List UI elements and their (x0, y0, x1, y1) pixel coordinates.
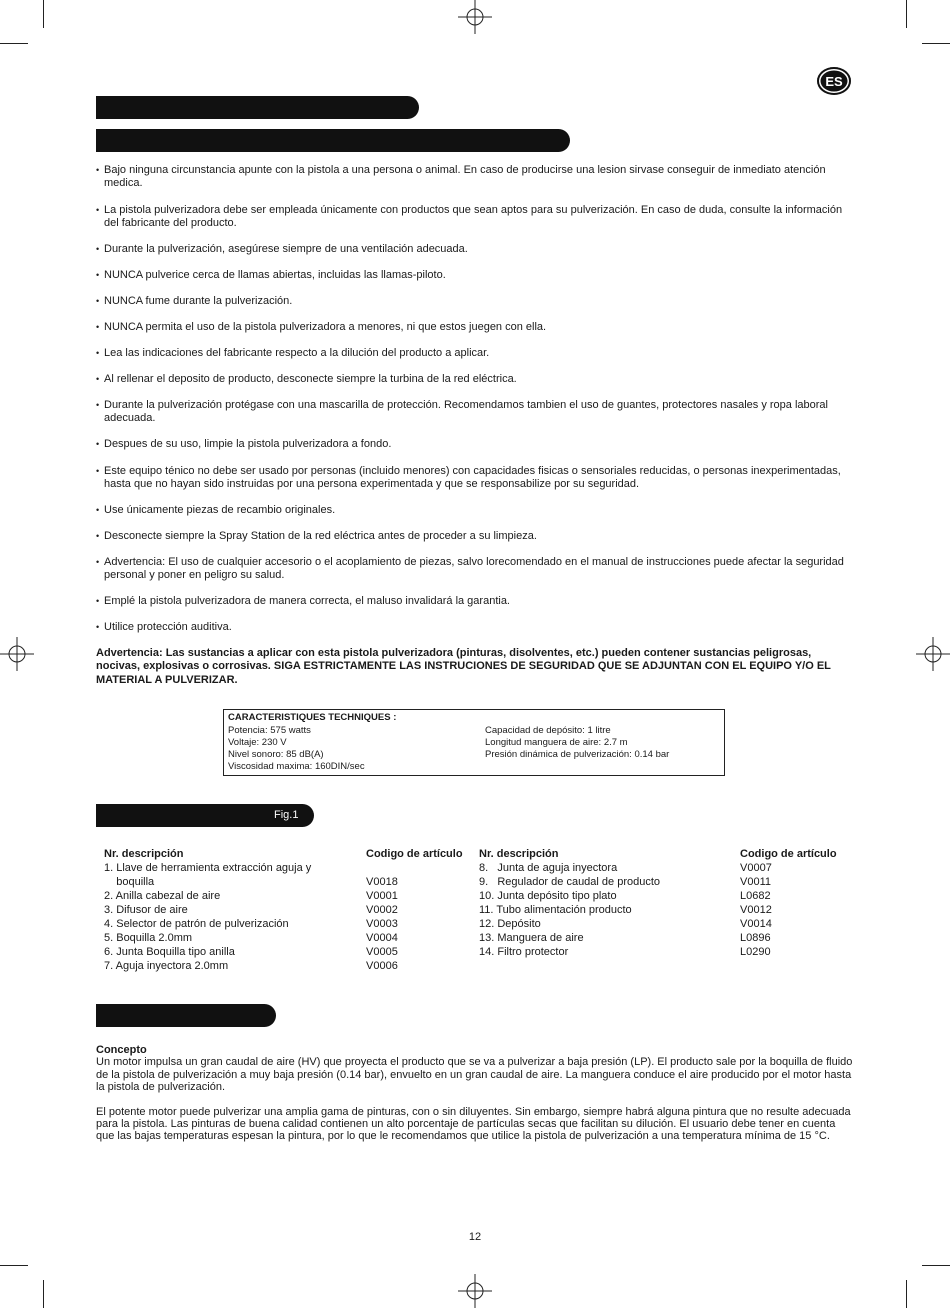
list-item (479, 889, 849, 903)
part-code: V0006 (366, 960, 398, 972)
list-item: • Bajo ninguna circunstancia apunte con la pistola a una persona o animal. En caso de producirse una lesion sirvase conseguir de inmediato atención medica. (96, 164, 846, 191)
technical-specs-box (223, 709, 725, 776)
spec-item: Potencia: 575 watts (228, 725, 311, 736)
figure-label-bar (96, 804, 314, 827)
list-item: • Desconecte siempre la Spray Station de la red eléctrica antes de proceder a su limpieza. (96, 530, 846, 543)
spec-item: Viscosidad maxima: 160DIN/sec (228, 761, 365, 772)
part-code: V0005 (366, 946, 398, 958)
page-number: 12 (468, 1231, 482, 1243)
spec-item: Presión dinámica de pulverización: 0.14 bar (485, 749, 670, 760)
part-code: V0011 (740, 876, 771, 888)
part-code: V0002 (366, 904, 398, 916)
list-item: • Advertencia: El uso de cualquier accesorio o el acoplamiento de piezas, salvo lorecomendado en el manual de instrucciones puede afectar la seguridad personal y poner en peligro su salud. (96, 556, 846, 583)
part-description: 8. Junta de aguja inyectora (479, 862, 618, 874)
section-title: Concepto (96, 1044, 147, 1056)
crop-mark (43, 0, 44, 28)
part-code: V0012 (740, 904, 772, 916)
part-code: L0290 (740, 946, 771, 958)
list-item: • NUNCA fume durante la pulverización. (96, 295, 846, 308)
crop-mark (922, 43, 950, 44)
section-header-bar (96, 96, 419, 119)
parts-list-right (479, 847, 849, 959)
part-description: 6. Junta Boquilla tipo anilla (104, 946, 235, 958)
section-header-bar (96, 129, 570, 152)
part-description: boquilla (104, 876, 155, 888)
list-item: • Emplé la pistola pulverizadora de manera correcta, el maluso invalidará la garantia. (96, 595, 846, 608)
parts-header (479, 847, 849, 861)
list-item (479, 903, 849, 917)
list-item (479, 945, 849, 959)
spec-item: Voltaje: 230 V (228, 737, 287, 748)
part-code: V0004 (366, 932, 398, 944)
part-description: 9. Regulador de caudal de producto (479, 876, 661, 888)
list-item: • Este equipo ténico no debe ser usado por personas (incluido menores) con capacidades fisicas o sensoriales reducidas, o personas inexperimentadas, hasta que no hayan sido instruidas por una persona experimentada y que se responsabilize por su seguridad. (96, 465, 846, 492)
list-item: • Utilice protección auditiva. (96, 621, 846, 634)
list-item (104, 861, 474, 875)
crop-mark (0, 43, 28, 44)
part-code: V0003 (366, 918, 398, 930)
part-description: 5. Boquilla 2.0mm (104, 932, 193, 944)
crop-mark (43, 1280, 44, 1308)
warning-paragraph: Advertencia: Las sustancias a aplicar con esta pistola pulverizadora (pinturas, disolventes, etc.) pueden contener sustancias peligrosas, nocivas, explosivas o corrosivas. SIGA ESTRICTAMENTE LAS INSTRUCIONES DE SEGURIDAD QUE SE ADJUNTAN CON EL EQUIPO Y/O EL MATERIAL A PULVERIZAR. (96, 647, 831, 686)
part-description: 13. Manguera de aire (479, 932, 584, 944)
part-code: L0896 (740, 932, 771, 944)
list-item (104, 875, 474, 889)
registration-mark-icon (458, 1274, 492, 1308)
list-item (479, 861, 849, 875)
list-item: • NUNCA permita el uso de la pistola pulverizadora a menores, ni que estos juegen con ella. (96, 321, 846, 334)
part-description: 7. Aguja inyectora 2.0mm (104, 960, 229, 972)
crop-mark (906, 1280, 907, 1308)
part-description: 10. Junta depósito tipo plato (479, 890, 617, 902)
crop-mark (0, 1265, 28, 1266)
part-description: 3. Difusor de aire (104, 904, 188, 916)
figure-label: Fig.1 (274, 809, 299, 821)
paragraph: El potente motor puede pulverizar una amplia gama de pinturas, con o sin diluyentes. Sin embargo, siempre habrá alguna pintura que no resulte adecuada para la pistola. Las pinturas de buena calidad contienen un alto porcentaje de partículas secas que facilitan su dilución. El usuario debe tener en cuenta que las bajas temperaturas espesan la pintura, por lo que le recomendamos que utilice la pistola de pulverización a una temperatura mínima de 15 °C. (96, 1105, 851, 1143)
part-code: V0018 (366, 876, 398, 888)
spec-item: Longitud manguera de aire: 2.7 m (485, 737, 628, 748)
crop-mark (922, 1265, 950, 1266)
parts-list-left (104, 847, 474, 973)
list-item: • Lea las indicaciones del fabricante respecto a la dilución del producto a aplicar. (96, 347, 846, 360)
list-item (104, 931, 474, 945)
part-description: 1. Llave de herramienta extracción aguja y (104, 862, 312, 874)
description-header: Nr. descripción (479, 848, 559, 860)
list-item (479, 931, 849, 945)
specs-title: CARACTERISTIQUES TECHNIQUES : (228, 712, 397, 723)
list-item (104, 903, 474, 917)
part-code: V0001 (366, 890, 398, 902)
part-description: 2. Anilla cabezal de aire (104, 890, 221, 902)
list-item (104, 945, 474, 959)
list-item: • Durante la pulverización protégase con una mascarilla de protección. Recomendamos tambien el uso de guantes, protectores nasales y ropa laboral adecuada. (96, 399, 846, 426)
registration-mark-icon (916, 637, 950, 671)
list-item: • Despues de su uso, limpie la pistola pulverizadora a fondo. (96, 438, 846, 451)
list-item (479, 875, 849, 889)
list-item (104, 889, 474, 903)
description-header: Nr. descripción (104, 848, 184, 860)
list-item: • NUNCA pulverice cerca de llamas abiertas, incluidas las llamas-piloto. (96, 269, 846, 282)
spec-item: Capacidad de depósito: 1 litre (485, 725, 611, 736)
part-description: 4. Selector de patrón de pulverización (104, 918, 289, 930)
list-item: • Durante la pulverización, asegúrese siempre de una ventilación adecuada. (96, 243, 846, 256)
section-header-bar (96, 1004, 276, 1027)
paragraph: Un motor impulsa un gran caudal de aire (HV) que proyecta el producto que se va a pulverizar a baja presión (LP). El producto sale por la boquilla de fluido de la pistola de pulverización a muy baja presión (0.14 bar), envuelto en un gran caudal de aire. La manguera conduce el aire producido por el motor hasta la pistola de pulverización. (96, 1056, 853, 1094)
part-code: L0682 (740, 890, 771, 902)
language-badge: ES (817, 67, 851, 95)
crop-mark (906, 0, 907, 28)
part-description: 12. Depósito (479, 918, 541, 930)
list-item (104, 959, 474, 973)
parts-header (104, 847, 474, 861)
list-item (479, 917, 849, 931)
list-item (104, 917, 474, 931)
part-code: V0007 (740, 862, 772, 874)
code-header: Codigo de artículo (366, 848, 463, 860)
code-header: Codigo de artículo (740, 848, 837, 860)
specs-right-column (485, 725, 669, 761)
specs-left-column (228, 725, 365, 773)
list-item: • La pistola pulverizadora debe ser empleada únicamente con productos que sean aptos para su pulverización. En caso de duda, consulte la información del fabricante del producto. (96, 204, 846, 231)
concept-section (96, 1044, 856, 1155)
part-description: 14. Filtro protector (479, 946, 569, 958)
registration-mark-icon (458, 0, 492, 34)
spec-item: Nivel sonoro: 85 dB(A) (228, 749, 324, 760)
part-description: 11. Tubo alimentación producto (479, 904, 632, 916)
part-code: V0014 (740, 918, 772, 930)
registration-mark-icon (0, 637, 34, 671)
list-item: • Al rellenar el deposito de producto, desconecte siempre la turbina de la red eléctrica. (96, 373, 846, 386)
list-item: • Use únicamente piezas de recambio originales. (96, 504, 846, 517)
